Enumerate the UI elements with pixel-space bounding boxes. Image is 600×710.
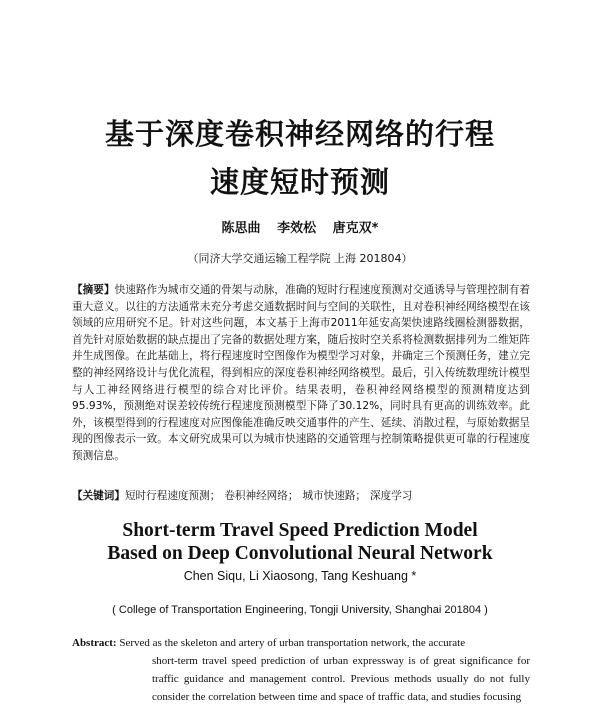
author-name: 唐克双* [332, 221, 379, 236]
chinese-keywords-label: 【关键词】 [72, 490, 125, 502]
chinese-authors [0, 217, 600, 236]
keyword: 深度学习 [370, 490, 413, 502]
chinese-title-line-2: 速度短时预测 [209, 165, 390, 199]
chinese-abstract [72, 282, 530, 465]
chinese-title-line-1: 基于深度卷积神经网络的行程 [104, 117, 495, 151]
chinese-abstract-label: 【摘要】 [72, 284, 115, 296]
keyword: 短时行程速度预测； [124, 490, 221, 502]
english-affiliation: ( College of Transportation Engineering, Tongji University, Shanghai 201804 ) [112, 604, 488, 616]
english-abstract [72, 634, 530, 706]
english-authors: Chen Siqu, Li Xiaosong, Tang Keshuang * [183, 569, 417, 583]
english-abstract-first-line: Served as the skeleton and artery of urban transportation network, the accurate [119, 637, 466, 649]
chinese-abstract-text: 快速路作为城市交通的骨架与动脉，准确的短时行程速度预测对交通诱导与管理控制有着重大意义。以往的方法通常未充分考虑交通数据时间与空间的关联性，且对卷积神经网络模型在该领域的应用研究不足。针对这些问题，本文基于上海市2011年延安高架快速路线圈检测器数据，首先针对原始数据的缺点提出了完备的数据处理方案，随后按时空关系将检测数据排列为二维矩阵并生成图像。在此基础上，将行程速度时空图像作为模型学习对象，并确定三个预测任务，建立完整的神经网络设计与优化流程，得到相应的深度卷积神经网络模型。最后，引入传统数理统计模型与人工神经网络进行模型的综合对比评价。结果表明，卷积神经网络模型的预测精度达到95.93%，预测绝对误差较传统行程速度预测模型下降了30.12%，同时具有更高的训练效率。此外，该模型得到的行程速度对应图像能准确反映交通事件的产生、延续、消散过程，与原始数据呈现的图像表示一致。本文研究成果可以为城市快速路的交通管理与控制策略提供更可靠的行程速度预测信息。 [72, 284, 531, 462]
english-abstract-text: short-term travel speed prediction of urban expressway is of great significance for traffic guidance and management control. Previous methods usually do not fully consider the correlation between time and space of traffic data, and studies focusing [152, 655, 530, 703]
chinese-affiliation: （同济大学交通运输工程学院 上海 201804） [187, 252, 413, 265]
english-title-line-1: Short-term Travel Speed Prediction Model [122, 520, 478, 541]
english-title-line-2: Based on Deep Convolutional Neural Network [107, 543, 493, 564]
chinese-keywords [72, 488, 530, 503]
keyword: 卷积神经网络； [224, 490, 299, 502]
author-name: 李效松 [277, 221, 317, 236]
author-name: 陈思曲 [221, 221, 261, 236]
keyword: 城市快速路； [302, 490, 367, 502]
english-abstract-label: Abstract: [72, 637, 117, 649]
